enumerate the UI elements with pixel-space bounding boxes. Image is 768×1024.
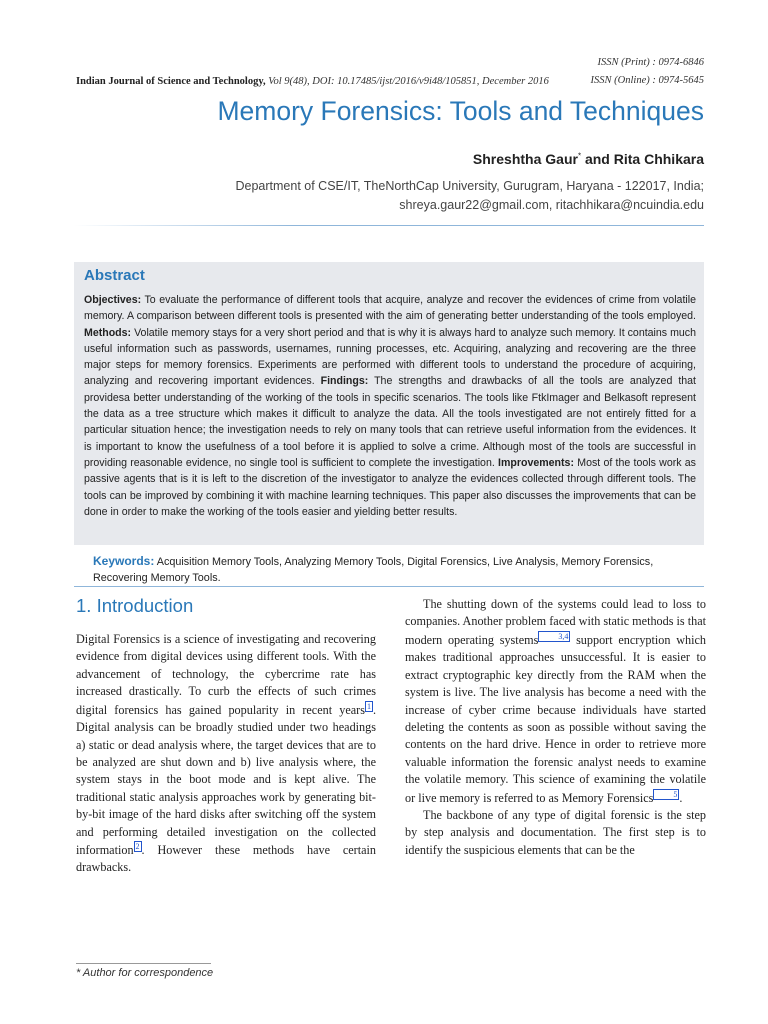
findings-text: The strengths and drawbacks of all the tools are analyzed that providesa better understanding of the working of the tools in specific scenarios. The tools like FtkImager and Belkasoft represent the data as a tree structure which makes it difficult to analyze the data. All the tools investigated are not entirely fitted for a particular situation hence; the investigation needs to rely on many tools that can retrieve useful information from the evidences. It is important to know the usefulness of a tool before it is applied to solve a crime. Although most of the tools are successful in providing reasonable evidence, no single tool is sufficient to complete the investigation. — [84, 375, 696, 469]
journal-name: Indian Journal of Science and Technology, — [76, 76, 266, 87]
citation-link[interactable]: 1 — [366, 701, 371, 711]
journal-details: Vol 9(48), DOI: 10.17485/ijst/2016/v9i48/105851, December 2016 — [268, 76, 549, 87]
citation-link[interactable]: 3,4 — [538, 631, 570, 642]
author-line — [473, 151, 704, 167]
paragraph: The backbone of any type of digital forensic is the step by step analysis and documentation. The first step is to identify the suspicious elements that can be the — [405, 808, 706, 857]
body-column-left — [76, 631, 376, 877]
methods-text: Volatile memory stays for a very short period and that is why it is always hard to analyze such memory. It contains much useful information such as passwords, usernames, running processes, etc. Acquiring, analyzing and recovering are the three major steps for memory forensics. Experiments are performed with different tools to understand the procedure of acquiring, analyzing and recovering important evidences. — [84, 326, 696, 388]
methods-label: Methods: — [84, 326, 132, 339]
objectives-text: To evaluate the performance of different tools that acquire, analyze and recover the evidences of crime from volatile memory. A comparison between different tools is presented with the aim of generating better understanding of the tools employed. — [84, 294, 696, 323]
citation-link[interactable]: 5 — [653, 789, 679, 800]
text-run: The shutting down of the systems could lead to loss to companies. Another problem faced with static methods is that modern operating systems — [405, 597, 706, 647]
abstract-text — [84, 292, 696, 520]
journal-citation — [76, 76, 549, 87]
text-run: . Digital analysis can be broadly studied under two headings a) static or dead analysis where, the target devices that are to be analyzed are shut down and b) live analysis where, the system stays in the boot mode and is kept alive. The traditional static analysis approaches work by generating bit-by-bit image of the hard disks after switching off the system and performing detailed investigation on the collected information — [76, 702, 376, 857]
paper-title: Memory Forensics: Tools and Techniques — [217, 96, 704, 126]
text-run: Digital Forensics is a science of investigating and recovering evidence from digital devices using different tools. With the advancement of technology, the cybercrime rate has increased drastically. To curb the effects of such crimes digital forensics has gained popularity in recent years — [76, 632, 376, 717]
issn-block — [591, 54, 704, 90]
findings-label: Findings: — [320, 375, 369, 388]
author-1: Shreshtha Gaur — [472, 151, 578, 167]
affiliation — [236, 177, 705, 215]
issn-online: ISSN (Online) : 0974-5645 — [590, 75, 704, 86]
text-run: support encryption which makes traditional approaches unsuccessful. It is easier to extract cryptographic key directly from the RAM when the system is live. The live analysis has become a need with the increase of cyber crime because individuals have started deleting the contents as soon as possible without saving the contents on the hard drive. Hence in order to retrieve more valuable information the forensic analyst needs to examine the volatile memory. This science of examining the volatile or live memory is referred to as Memory Forensics — [405, 632, 706, 805]
footnote-divider — [76, 963, 211, 964]
footnote: * Author for correspondence — [76, 967, 214, 979]
keywords-label: Keywords: — [93, 554, 155, 568]
improvements-text: Most of the tools work as passive agents that is it is left to the discretion of the investigator to analyze the evidences collected through different tools. The tools can be improved by combining it with machine learning techniques. This paper also discusses the improvements that can be done in order to make the working of the tools easier and yielding better results. — [84, 456, 696, 518]
affiliation-line: Department of CSE/IT, TheNorthCap University, Gurugram, Haryana - 122017, India; — [235, 179, 704, 193]
header-divider — [74, 225, 704, 226]
paragraph — [76, 631, 376, 877]
citation-link[interactable]: 2 — [135, 841, 140, 851]
author-emails: shreya.gaur22@gmail.com, ritachhikara@ncuindia.edu — [399, 198, 704, 212]
abstract-heading: Abstract — [84, 267, 145, 284]
body-column-right — [405, 596, 706, 859]
correspondence-mark: * — [577, 151, 582, 161]
author-rest: and Rita Chhikara — [581, 151, 704, 167]
objectives-label: Objectives: — [84, 294, 142, 306]
keywords-divider — [74, 586, 704, 587]
text-run: . However these methods have certain drawbacks. — [76, 843, 376, 875]
issn-print: ISSN (Print) : 0974-6846 — [597, 57, 704, 68]
improvements-label: Improvements: — [498, 456, 574, 469]
text-run: . — [679, 790, 683, 805]
paragraph — [405, 596, 706, 807]
keywords-text: Acquisition Memory Tools, Analyzing Memory Tools, Digital Forensics, Live Analysis, Memory Forensics, Recovering Memory Tools. — [93, 556, 654, 584]
keywords — [93, 553, 693, 586]
section-heading-introduction: 1. Introduction — [76, 595, 194, 616]
